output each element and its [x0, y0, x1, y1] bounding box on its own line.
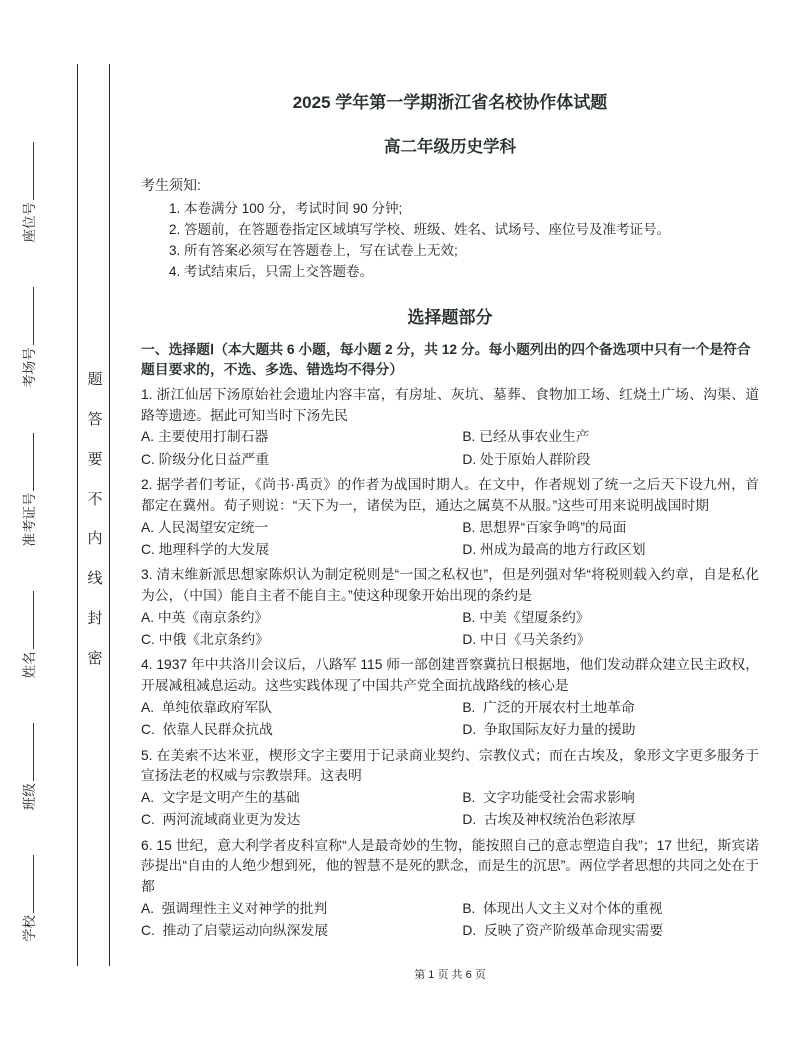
- notice-item: 4. 考试结束后，只需上交答题卷。: [169, 263, 374, 279]
- seal-fields-strip: [18, 142, 38, 942]
- option-a: A. 强调理性主义对神学的批判: [141, 900, 328, 916]
- option-b: B. 文字功能受社会需求影响: [462, 789, 635, 805]
- blank-line: [21, 855, 34, 913]
- option-b: B. 体现出人文主义对个体的重视: [462, 900, 663, 916]
- option-c: C. 推动了启蒙运动向纵深发展: [141, 923, 329, 939]
- question-options: [141, 697, 759, 741]
- blank-line: [21, 433, 34, 491]
- notice-item: 3. 所有答案必须写在答题卷上，写在试卷上无效;: [169, 242, 458, 258]
- question-5: [141, 746, 759, 831]
- seal-field-admission-number: [18, 433, 38, 547]
- seal-field-label: 座位号: [22, 202, 37, 243]
- option-d: D. 州成为最高的地方行政区划: [462, 541, 646, 557]
- seal-field-name: [18, 591, 38, 678]
- seal-line-text: 密 封 线 内 不 要 答 题: [87, 371, 103, 667]
- option-d: D. 中日《马关条约》: [462, 632, 591, 648]
- option-c: C. 中俄《北京条约》: [141, 632, 270, 648]
- option-d: D. 争取国际友好力量的援助: [462, 722, 636, 738]
- question-stem: 1. 浙江仙居下汤原始社会遗址内容丰富，有房址、灰坑、墓葬、食物加工场、红烧土广场、沟渠、道路等遗迹。据此可知当时下汤先民: [141, 387, 759, 423]
- option-a: A. 主要使用打制石器: [141, 429, 269, 445]
- option-c: C. 阶级分化日益严重: [141, 451, 270, 467]
- notice-item: 1. 本卷满分 100 分，考试时间 90 分钟;: [169, 201, 403, 216]
- blank-line: [21, 142, 34, 200]
- option-c: C. 地理科学的大发展: [141, 541, 270, 557]
- exam-title: 2025 学年第一学期浙江省名校协作体试题: [292, 93, 608, 112]
- option-c: C. 两河流域商业更为发达: [141, 812, 301, 828]
- seal-field-label: 姓名: [22, 651, 37, 679]
- question-1: [141, 385, 759, 470]
- seal-field-school: [18, 855, 38, 942]
- option-a: A. 人民渴望安定统一: [141, 519, 269, 535]
- question-3: [141, 565, 759, 650]
- seal-field-seat-number: [18, 142, 38, 243]
- option-b: B. 中美《望厦条约》: [462, 609, 590, 625]
- option-b: B. 思想界“百家争鸣”的局面: [462, 519, 627, 535]
- seal-field-label: 学校: [22, 915, 37, 942]
- question-6: [141, 836, 759, 942]
- seal-field-label: 考场号: [22, 347, 37, 388]
- section-intro: 一、选择题Ⅰ（本大题共 6 小题，每小题 2 分，共 12 分。每小题列出的四个备选项中只有一个是符合题目要求的，不选、多选、错选均不得分）: [141, 341, 751, 378]
- question-options: [141, 426, 759, 470]
- option-c: C. 依靠人民群众抗战: [141, 722, 273, 738]
- question-options: [141, 898, 759, 942]
- question-stem: 3. 清末维新派思想家陈炽认为制定税则是“一国之私权也”，但是列强对华“将税则载入约章，自是私化为公，（中国）能自主者不能自主。”使这种现象开始出现的条约是: [141, 567, 759, 603]
- question-options: [141, 607, 759, 651]
- question-stem: 6. 15 世纪，意大利学者皮科宣称“人是最奇妙的生物，能按照自己的意志塑造自我”；17 世纪，斯宾诺莎提出“自由的人绝少想到死，他的智慧不是死的默念，而是生的沉思”。两位学者思想的共同之处在于都: [141, 837, 759, 895]
- blank-line: [21, 287, 34, 345]
- notice-list: [169, 199, 759, 283]
- question-stem: 2. 据学者们考证，《尚书·禹贡》的作者为战国时期人。在文中，作者规划了统一之后天下设九州，首都定在冀州。荀子则说：“天下为一，诸侯为臣，通达之属莫不从服。”这些可用来说明战国时期: [141, 477, 759, 513]
- option-d: D. 古埃及神权统治色彩浓厚: [462, 812, 636, 828]
- option-d: D. 反映了资产阶级革命现实需要: [462, 923, 664, 939]
- page-footer: 第 1 页 共 6 页: [414, 969, 486, 981]
- question-stem: 5. 在美索不达米亚，楔形文字主要用于记录商业契约、宗教仪式；而在古埃及，象形文字更多服务于宣扬法老的权威与宗教崇拜。这表明: [141, 747, 759, 784]
- question-2: [141, 475, 759, 560]
- seal-line-inner: [109, 64, 110, 966]
- seal-field-class: [18, 723, 38, 810]
- option-d: D. 处于原始人群阶段: [462, 451, 591, 467]
- exam-content: [141, 88, 759, 947]
- option-a: A. 中英《南京条约》: [141, 609, 269, 625]
- exam-subject: 高二年级历史学科: [384, 138, 516, 156]
- option-b: B. 广泛的开展农村土地革命: [462, 699, 635, 715]
- blank-line: [21, 723, 34, 781]
- notice-item: 2. 答题前，在答题卷指定区域填写学校、班级、姓名、试场号、座位号及准考证号。: [169, 221, 671, 237]
- notice-heading: 考生须知:: [141, 177, 201, 193]
- option-a: A. 单纯依靠政府军队: [141, 699, 273, 715]
- option-b: B. 已经从事农业生产: [462, 429, 590, 445]
- seal-field-exam-room: [18, 287, 38, 388]
- option-a: A. 文字是文明产生的基础: [141, 789, 300, 805]
- question-options: [141, 787, 759, 831]
- question-4: [141, 655, 759, 740]
- question-stem: 4. 1937 年中共洛川会议后，八路军 115 师一部创建晋察冀抗日根据地，他们发动群众建立民主政权，开展减租减息运动。这些实践体现了中国共产党全面抗战路线的核心是: [141, 657, 759, 694]
- section-title: 选择题部分: [407, 307, 493, 327]
- blank-line: [21, 591, 34, 649]
- seal-field-label: 班级: [22, 783, 37, 811]
- seal-line-outer: [77, 64, 78, 966]
- question-options: [141, 517, 759, 561]
- seal-field-label: 准考证号: [22, 492, 37, 547]
